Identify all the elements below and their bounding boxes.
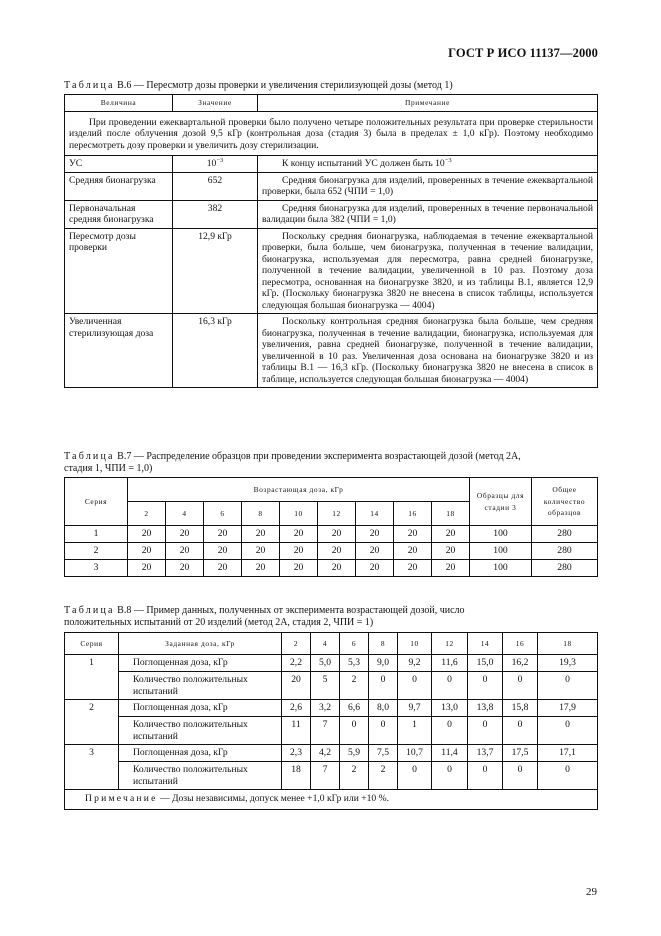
positives-cell: 18 [282, 762, 311, 790]
table-b8-title: В.8 — Пример данных, полученных от эксперимента возрастающей дозой, число [117, 605, 465, 616]
table-b7-prefix: Таблица [64, 451, 115, 462]
table-b8-prefix: Таблица [64, 605, 115, 616]
absorbed-dose-cell: 5,9 [340, 745, 369, 762]
dose-header: 14 [356, 502, 394, 526]
total-samples-cell: 280 [532, 543, 598, 560]
table-b7-title: В.7 — Распределение образцов при проведении эксперимента возрастающей дозой (метод 2А, [117, 451, 521, 462]
sample-count-cell: 20 [166, 543, 204, 560]
stage3-samples-cell: 100 [470, 526, 532, 543]
positives-cell: 0 [398, 762, 432, 790]
dose-header: 12 [432, 633, 468, 655]
row-label-absorbed: Поглощенная доза, кГр [119, 700, 282, 717]
positives-cell: 0 [340, 717, 369, 745]
sample-count-cell: 20 [128, 560, 166, 577]
absorbed-dose-cell: 3,2 [311, 700, 340, 717]
total-samples-cell: 280 [532, 560, 598, 577]
dose-header: 2 [282, 633, 311, 655]
positives-cell: 7 [311, 762, 340, 790]
positives-cell: 7 [311, 717, 340, 745]
table-row [65, 745, 598, 762]
absorbed-dose-cell: 10,7 [398, 745, 432, 762]
col-header-quantity: Величина [65, 95, 173, 112]
series-cell: 1 [65, 526, 128, 543]
positives-cell: 0 [398, 672, 432, 700]
sample-count-cell: 20 [204, 543, 242, 560]
table-b7-caption [64, 451, 521, 475]
positives-cell: 0 [468, 672, 503, 700]
absorbed-dose-cell: 2,6 [282, 700, 311, 717]
row-note: Средняя бионагрузка для изделий, проверенных в течение ежеквартальной проверки, была 652 (ЧПИ = 1,0) [258, 172, 598, 200]
dose-header: 18 [432, 502, 470, 526]
sample-count-cell: 20 [128, 526, 166, 543]
dose-header: 10 [280, 502, 318, 526]
row-value: 16,3 кГр [173, 314, 258, 388]
total-samples-cell: 280 [532, 526, 598, 543]
table-row [65, 156, 598, 173]
positives-cell: 0 [468, 717, 503, 745]
row-label-positives: Количество положительных испытаний [119, 717, 282, 745]
positives-cell: 0 [503, 762, 538, 790]
col-header-increasing-dose: Возрастающая доза, кГр [128, 478, 470, 502]
table-row [65, 700, 598, 717]
col-header-total-samples: Общее количество образцов [532, 478, 598, 526]
absorbed-dose-cell: 5,0 [311, 655, 340, 672]
table-b7 [64, 477, 598, 577]
sample-count-cell: 20 [394, 526, 432, 543]
series-cell: 2 [65, 700, 119, 745]
dose-header: 6 [340, 633, 369, 655]
sample-count-cell: 20 [242, 526, 280, 543]
absorbed-dose-cell: 17,1 [538, 745, 598, 762]
row-note: Средняя бионагрузка для изделий, проверенных в течение первоначальной валидации была 382 (ЧПИ = 1,0) [258, 200, 598, 228]
absorbed-dose-cell: 17,9 [538, 700, 598, 717]
positives-cell: 0 [432, 762, 468, 790]
positives-cell: 0 [432, 672, 468, 700]
sample-count-cell: 20 [242, 560, 280, 577]
dose-header: 16 [503, 633, 538, 655]
note-prefix: Примечание [85, 793, 158, 804]
series-cell: 2 [65, 543, 128, 560]
positives-cell: 0 [432, 717, 468, 745]
dose-header: 8 [369, 633, 398, 655]
row-quantity: УС [65, 156, 173, 173]
positives-cell: 0 [468, 762, 503, 790]
sample-count-cell: 20 [204, 526, 242, 543]
sample-count-cell: 20 [166, 560, 204, 577]
positives-cell: 0 [538, 717, 598, 745]
positives-cell: 1 [398, 717, 432, 745]
stage3-samples-cell: 100 [470, 560, 532, 577]
dose-header: 12 [318, 502, 356, 526]
positives-cell: 2 [369, 762, 398, 790]
row-value: 382 [173, 200, 258, 228]
sample-count-cell: 20 [242, 543, 280, 560]
absorbed-dose-cell: 11,4 [432, 745, 468, 762]
table-row [65, 543, 598, 560]
table-row [65, 314, 598, 388]
table-row [65, 560, 598, 577]
absorbed-dose-cell: 7,5 [369, 745, 398, 762]
sample-count-cell: 20 [166, 526, 204, 543]
table-row [65, 526, 598, 543]
col-header-value: Значение [173, 95, 258, 112]
absorbed-dose-cell: 9,2 [398, 655, 432, 672]
table-b8-title-line2: положительных испытаний от 20 изделий (метод 2А, стадия 2, ЧПИ = 1) [64, 617, 374, 628]
absorbed-dose-cell: 16,2 [503, 655, 538, 672]
sample-count-cell: 20 [204, 560, 242, 577]
dose-header: 6 [204, 502, 242, 526]
absorbed-dose-cell: 15,0 [468, 655, 503, 672]
sample-count-cell: 20 [394, 560, 432, 577]
sample-count-cell: 20 [318, 526, 356, 543]
sample-count-cell: 20 [432, 560, 470, 577]
dose-header: 18 [538, 633, 598, 655]
sample-count-cell: 20 [394, 543, 432, 560]
sample-count-cell: 20 [280, 526, 318, 543]
row-label-positives: Количество положительных испытаний [119, 762, 282, 790]
table-b8-caption [64, 605, 465, 629]
dose-header: 10 [398, 633, 432, 655]
row-note: Поскольку средняя бионагрузка, наблюдаемая в течение ежеквартальной проверки, была больше, чем бионагрузка, полученная в течение валидации, бионагрузка, используемая для пересмотра, равна средней бионагрузке, полученной в течение валидации, увеличенной в 10 раз. Поэтому доза пересмотра, основанная на бионагрузке 3820, и из таблицы В.1, является 12,9 кГр. (Поскольку бионагрузка 3820 не внесена в список таблицы, используется следующая большая бионагрузка — 4004) [258, 228, 598, 314]
table-b6-intro: При проведении ежеквартальной проверки было получено четыре положительных результата при проверке стерильности изделий после облучения дозой 9,5 кГр (контрольная доза (стадия 3) была в пределах ± 1,0 кГр). Поэтому необходимо пересмотреть дозу проверки и увеличить дозу стерилизации. [65, 111, 598, 156]
sample-count-cell: 20 [356, 526, 394, 543]
row-quantity: Средняя бионагрузка [65, 172, 173, 200]
sample-count-cell: 20 [432, 526, 470, 543]
positives-cell: 0 [369, 717, 398, 745]
table-row [65, 200, 598, 228]
table-row [65, 228, 598, 314]
row-label-absorbed: Поглощенная доза, кГр [119, 745, 282, 762]
page-number: 29 [586, 886, 597, 898]
table-row [65, 717, 598, 745]
sample-count-cell: 20 [318, 543, 356, 560]
dose-header: 4 [311, 633, 340, 655]
series-cell: 3 [65, 560, 128, 577]
document-header: ГОСТ Р ИСО 11137—2000 [448, 46, 598, 60]
absorbed-dose-cell: 17,5 [503, 745, 538, 762]
series-cell: 3 [65, 745, 119, 790]
absorbed-dose-cell: 2,3 [282, 745, 311, 762]
sample-count-cell: 20 [356, 560, 394, 577]
row-label-absorbed: Поглощенная доза, кГр [119, 655, 282, 672]
row-value: $10^{-3}$ [173, 156, 258, 173]
dose-header: 8 [242, 502, 280, 526]
absorbed-dose-cell: 9,0 [369, 655, 398, 672]
positives-cell: 0 [503, 717, 538, 745]
positives-cell: 20 [282, 672, 311, 700]
row-label-positives: Количество положительных испытаний [119, 672, 282, 700]
absorbed-dose-cell: 13,7 [468, 745, 503, 762]
positives-cell: 0 [503, 672, 538, 700]
absorbed-dose-cell: 11,6 [432, 655, 468, 672]
table-row [65, 762, 598, 790]
positives-cell: 0 [538, 672, 598, 700]
table-row [65, 672, 598, 700]
absorbed-dose-cell: 9,7 [398, 700, 432, 717]
absorbed-dose-cell: 6,6 [340, 700, 369, 717]
table-b6-prefix: Таблица [64, 80, 115, 91]
dose-header: 14 [468, 633, 503, 655]
col-header-series: Серия [65, 633, 119, 655]
absorbed-dose-cell: 5,3 [340, 655, 369, 672]
positives-cell: 5 [311, 672, 340, 700]
col-header-stage3-samples: Образцы для стадии 3 [470, 478, 532, 526]
note-text: — Дозы независимы, допуск менее +1,0 кГр или +10 %. [159, 793, 390, 804]
dose-header: 16 [394, 502, 432, 526]
sample-count-cell: 20 [356, 543, 394, 560]
positives-cell: 2 [340, 762, 369, 790]
absorbed-dose-cell: 2,2 [282, 655, 311, 672]
positives-cell: 0 [538, 762, 598, 790]
row-quantity: Первоначальная средняя бионагрузка [65, 200, 173, 228]
dose-header: 2 [128, 502, 166, 526]
table-row [65, 172, 598, 200]
dose-header: 4 [166, 502, 204, 526]
table-b6-title: В.6 — Пересмотр дозы проверки и увеличения стерилизующей дозы (метод 1) [117, 80, 453, 91]
row-quantity: Увеличенная стерилизующая доза [65, 314, 173, 388]
absorbed-dose-cell: 4,2 [311, 745, 340, 762]
table-b8-note [65, 790, 598, 810]
sample-count-cell: 20 [280, 560, 318, 577]
absorbed-dose-cell: 13,8 [468, 700, 503, 717]
stage3-samples-cell: 100 [470, 543, 532, 560]
sample-count-cell: 20 [128, 543, 166, 560]
col-header-set-dose: Заданная доза, кГр [119, 633, 282, 655]
col-header-note: Примечание [258, 95, 598, 112]
row-value: 12,9 кГр [173, 228, 258, 314]
col-header-series: Серия [65, 478, 128, 526]
table-b8 [64, 632, 598, 810]
sample-count-cell: 20 [280, 543, 318, 560]
row-note: К концу испытаний УС должен быть $10^{-3}$ [258, 156, 598, 173]
table-row [65, 655, 598, 672]
table-b7-title-line2: стадия 1, ЧПИ = 1,0) [64, 463, 153, 474]
sample-count-cell: 20 [432, 543, 470, 560]
absorbed-dose-cell: 19,3 [538, 655, 598, 672]
absorbed-dose-cell: 15,8 [503, 700, 538, 717]
positives-cell: 0 [369, 672, 398, 700]
series-cell: 1 [65, 655, 119, 700]
absorbed-dose-cell: 13,0 [432, 700, 468, 717]
table-b6-caption [64, 80, 453, 92]
row-value: 652 [173, 172, 258, 200]
positives-cell: 2 [340, 672, 369, 700]
positives-cell: 11 [282, 717, 311, 745]
absorbed-dose-cell: 8,0 [369, 700, 398, 717]
table-b6 [64, 94, 598, 388]
row-quantity: Пересмотр дозы проверки [65, 228, 173, 314]
row-note: Поскольку контрольная средняя бионагрузка была больше, чем средняя бионагрузка, полученная в течение валидации, бионагрузка, используемая для увеличения, равна средней бионагрузке, полученной в течение валидации, увеличенной в 10 раз. Увеличенная доза основана на бионагрузке 3820 и из таблицы В.1 — 16,3 кГр. (Поскольку бионагрузка 3820 не внесена в список в таблице, используется следующая большая бионагрузка — 4004) [258, 314, 598, 388]
sample-count-cell: 20 [318, 560, 356, 577]
